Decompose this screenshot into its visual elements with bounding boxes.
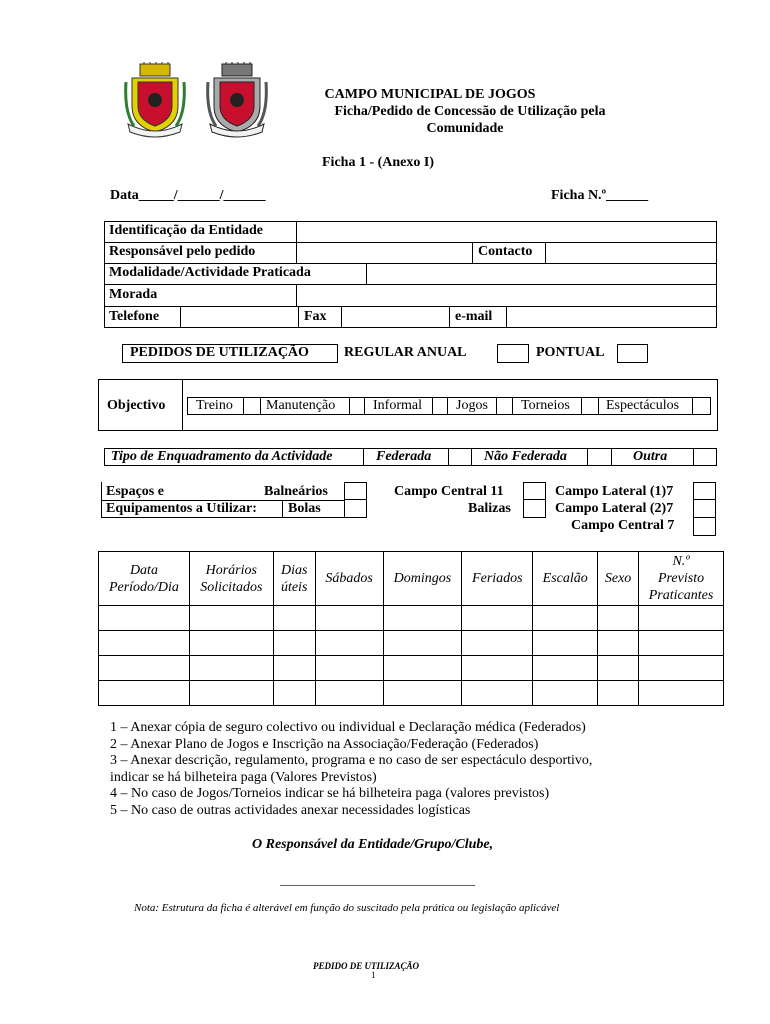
col-header-praticantes: N.º Previsto Praticantes <box>639 552 724 606</box>
table-cell[interactable] <box>315 631 383 656</box>
balnearios-label: Balneários <box>264 484 328 499</box>
espacos-label: Espaços e <box>106 484 164 499</box>
fax-label: Fax <box>304 309 327 324</box>
table-cell[interactable] <box>315 606 383 631</box>
balnearios-checkbox[interactable] <box>344 482 367 500</box>
table-cell[interactable] <box>99 681 190 706</box>
table-cell[interactable] <box>598 606 639 631</box>
balizas-checkbox[interactable] <box>523 499 546 518</box>
table-cell[interactable] <box>533 681 598 706</box>
col-header-escalao: Escalão <box>533 552 598 606</box>
col-header-sabados: Sábados <box>315 552 383 606</box>
note-5: 5 – No caso de outras actividades anexar necessidades logísticas <box>110 802 471 818</box>
manutencao-checkbox[interactable] <box>349 397 365 415</box>
col-header-data: Data Período/Dia <box>99 552 190 606</box>
table-cell[interactable] <box>99 606 190 631</box>
signature-line[interactable]: ______________________________ <box>280 872 475 887</box>
coat-of-arms-logo <box>124 62 186 138</box>
campo-central-11-label: Campo Central 11 <box>394 484 504 499</box>
table-cell[interactable] <box>533 631 598 656</box>
notes-list <box>110 720 592 820</box>
jogos-checkbox[interactable] <box>496 397 513 415</box>
table-cell[interactable] <box>189 631 273 656</box>
table-cell[interactable] <box>533 606 598 631</box>
enquadramento-label: Tipo de Enquadramento da Actividade <box>111 449 333 464</box>
modalidade-label: Modalidade/Actividade Praticada <box>109 265 311 280</box>
informal-label: Informal <box>373 398 422 413</box>
note-3-cont: indicar se há bilheteira paga (Valores Previstos) <box>110 769 377 785</box>
table-cell[interactable] <box>189 656 273 681</box>
table-cell[interactable] <box>189 681 273 706</box>
campo-lateral-1-label: Campo Lateral (1)7 <box>555 484 674 499</box>
table-cell[interactable] <box>639 681 724 706</box>
nota-text: Nota: Estrutura da ficha é alterável em função do suscitado pela prática ou legislação aplicável <box>134 902 560 914</box>
campo-lateral-1-checkbox[interactable] <box>693 482 716 500</box>
contacto-label: Contacto <box>478 244 533 259</box>
manutencao-label: Manutenção <box>266 398 336 413</box>
col-header-domingos: Domingos <box>383 552 462 606</box>
schedule-body <box>99 606 724 706</box>
federada-label: Federada <box>376 449 432 464</box>
outra-label: Outra <box>633 449 668 464</box>
ficha-label: Ficha 1 - (Anexo I) <box>322 155 434 170</box>
modalidade-input[interactable] <box>367 264 716 284</box>
note-4: 4 – No caso de Jogos/Torneios indicar se há bilheteira paga (valores previstos) <box>110 786 550 802</box>
responsavel-label: Responsável pelo pedido <box>109 244 256 259</box>
note-2: 2 – Anexar Plano de Jogos e Inscrição na Associação/Federação (Federados) <box>110 736 539 752</box>
table-cell[interactable] <box>639 606 724 631</box>
table-cell[interactable] <box>273 681 315 706</box>
informal-checkbox[interactable] <box>432 397 448 415</box>
email-input[interactable] <box>507 307 716 328</box>
table-cell[interactable] <box>462 631 533 656</box>
nao-federada-label: Não Federada <box>484 449 567 464</box>
treino-label: Treino <box>196 398 233 413</box>
table-cell[interactable] <box>315 681 383 706</box>
federada-checkbox[interactable] <box>448 448 472 466</box>
pedidos-label: PEDIDOS DE UTILIZAÇÃO <box>130 345 309 360</box>
document-title: CAMPO MUNICIPAL DE JOGOS <box>324 87 536 102</box>
campo-central-7-checkbox[interactable] <box>693 517 716 536</box>
table-cell[interactable] <box>639 656 724 681</box>
table-cell[interactable] <box>189 606 273 631</box>
col-header-horarios: Horários Solicitados <box>189 552 273 606</box>
morada-label: Morada <box>109 287 158 302</box>
responsavel-input[interactable] <box>297 243 472 263</box>
campo-lateral-2-checkbox[interactable] <box>693 499 716 518</box>
objectivo-label: Objectivo <box>107 398 166 413</box>
table-cell[interactable] <box>462 606 533 631</box>
telefone-input[interactable] <box>181 307 298 328</box>
fax-input[interactable] <box>342 307 449 328</box>
table-cell[interactable] <box>598 681 639 706</box>
treino-checkbox[interactable] <box>243 397 261 415</box>
table-row <box>99 681 724 706</box>
balizas-label: Balizas <box>468 501 511 516</box>
outra-checkbox[interactable] <box>693 448 717 466</box>
table-row <box>99 631 724 656</box>
table-row <box>99 606 724 631</box>
espectaculos-label: Espectáculos <box>606 398 680 413</box>
table-cell[interactable] <box>598 656 639 681</box>
table-cell[interactable] <box>639 631 724 656</box>
nao-federada-checkbox[interactable] <box>587 448 612 466</box>
table-cell[interactable] <box>273 606 315 631</box>
document-subtitle: Ficha/Pedido de Concessão de Utilização pela <box>334 104 606 119</box>
pontual-checkbox[interactable] <box>617 344 648 363</box>
equipamentos-label: Equipamentos a Utilizar: <box>106 501 257 516</box>
col-header-feriados: Feriados <box>462 552 533 606</box>
date-field[interactable]: Data_____/______/______ <box>110 188 266 203</box>
schedule-table <box>98 551 724 706</box>
espectaculos-checkbox[interactable] <box>692 397 711 415</box>
table-cell[interactable] <box>99 656 190 681</box>
note-3: 3 – Anexar descrição, regulamento, programa e no caso de ser espectáculo desportivo, <box>110 753 593 769</box>
bolas-checkbox[interactable] <box>344 499 367 518</box>
regular-anual-label: REGULAR ANUAL <box>344 345 467 360</box>
table-cell[interactable] <box>383 606 462 631</box>
campo-central-7-label: Campo Central 7 <box>571 518 675 533</box>
table-cell[interactable] <box>462 681 533 706</box>
page-number: 1 <box>371 970 376 980</box>
table-cell[interactable] <box>462 656 533 681</box>
table-cell[interactable] <box>383 631 462 656</box>
table-cell[interactable] <box>598 631 639 656</box>
regular-anual-checkbox[interactable] <box>497 344 529 363</box>
table-row <box>99 656 724 681</box>
email-label: e-mail <box>455 309 493 324</box>
table-cell[interactable] <box>383 656 462 681</box>
ficha-number-field[interactable]: Ficha N.º______ <box>551 188 649 203</box>
table-cell[interactable] <box>99 631 190 656</box>
table-cell[interactable] <box>273 656 315 681</box>
campo-lateral-2-label: Campo Lateral (2)7 <box>555 501 674 516</box>
col-header-dias-uteis: Dias úteis <box>273 552 315 606</box>
entidade-label: Identificação da Entidade <box>109 223 264 238</box>
signature-label: O Responsável da Entidade/Grupo/Clube, <box>252 837 494 852</box>
telefone-label: Telefone <box>109 309 160 324</box>
entidade-input[interactable] <box>297 222 716 242</box>
coat-of-arms-logo <box>206 62 268 138</box>
table-cell[interactable] <box>533 656 598 681</box>
pontual-label: PONTUAL <box>536 345 605 360</box>
col-header-sexo: Sexo <box>598 552 639 606</box>
table-cell[interactable] <box>315 656 383 681</box>
morada-input[interactable] <box>297 285 716 306</box>
torneios-checkbox[interactable] <box>581 397 599 415</box>
table-cell[interactable] <box>273 631 315 656</box>
footer-title: PEDIDO DE UTILIZAÇÃO <box>313 961 420 971</box>
note-1: 1 – Anexar cópia de seguro colectivo ou individual e Declaração médica (Federados) <box>110 720 586 735</box>
document-subtitle-cont: Comunidade <box>426 121 504 136</box>
campo-central-11-checkbox[interactable] <box>523 482 546 500</box>
table-cell[interactable] <box>383 681 462 706</box>
torneios-label: Torneios <box>521 398 570 413</box>
bolas-label: Bolas <box>288 501 321 516</box>
contacto-input[interactable] <box>546 243 716 263</box>
jogos-label: Jogos <box>456 398 488 413</box>
